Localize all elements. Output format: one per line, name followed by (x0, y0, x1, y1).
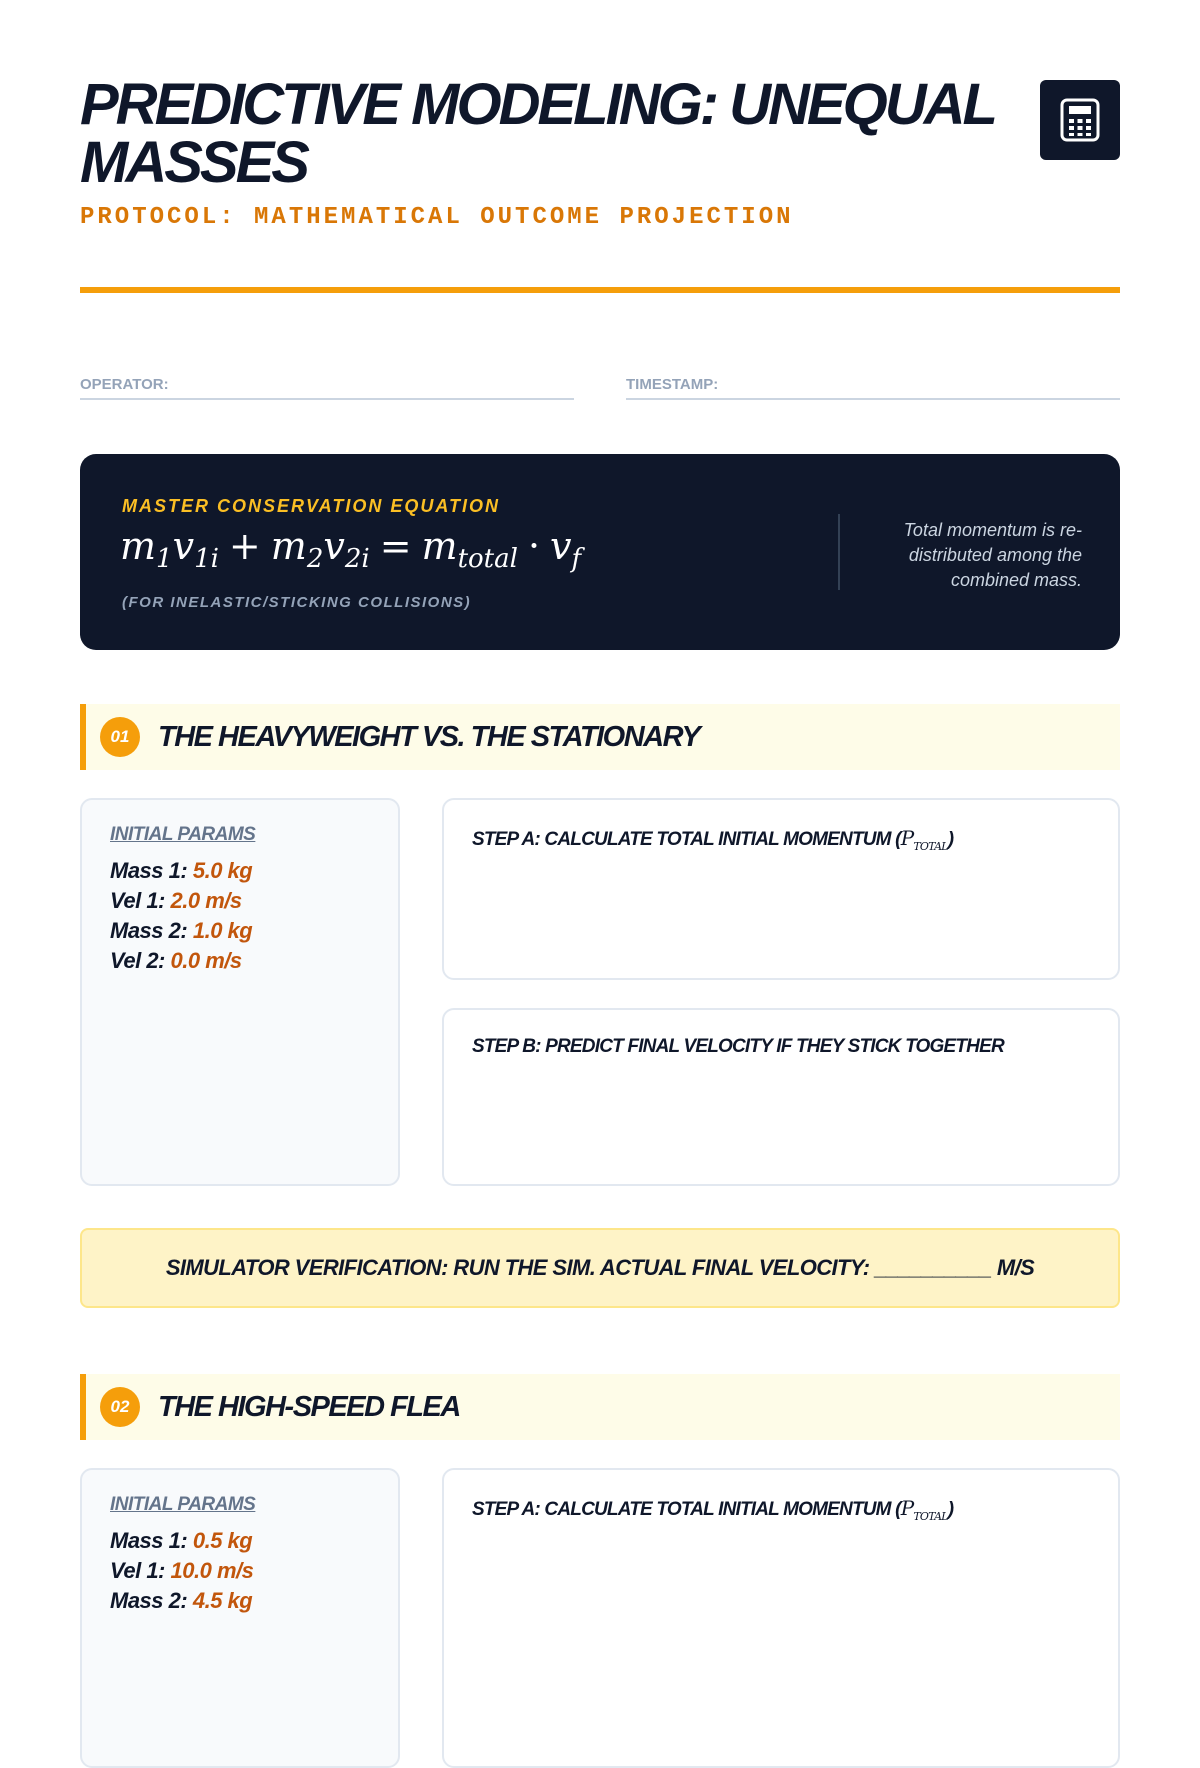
eq-dot: · (527, 524, 541, 568)
step-a-title (472, 1496, 1090, 1523)
eq-vf-sub: f (571, 544, 582, 574)
master-equation-label: MASTER CONSERVATION EQUATION (122, 496, 501, 516)
param-value: 4.5 kg (192, 1588, 253, 1613)
param-label: Mass 2: (110, 1588, 188, 1613)
step-b-title: STEP B: PREDICT FINAL VELOCITY IF THEY STICK TOGETHER (472, 1036, 1004, 1057)
section-number-badge: 02 (100, 1387, 140, 1427)
eq-m1-sub: 1 (156, 544, 173, 574)
worksheet-page (80, 0, 1120, 1613)
param-value: 0.0 m/s (170, 948, 242, 973)
momentum-symbol-sub: TOTAL (913, 1510, 948, 1523)
step-a-close: ) (947, 1499, 954, 1520)
step-b-answer-box-1[interactable] (442, 1008, 1120, 1186)
step-a-title (472, 826, 1090, 853)
step-a-close: ) (947, 829, 954, 850)
master-divider (838, 514, 840, 590)
param-row (110, 916, 370, 946)
initial-params-card-1 (80, 798, 400, 1186)
step-a-text: STEP A: CALCULATE TOTAL INITIAL MOMENTUM ( (472, 1499, 901, 1520)
eq-v2-sub: 2i (344, 544, 370, 574)
momentum-symbol (900, 1496, 948, 1523)
eq-m2-sub: 2 (306, 544, 324, 574)
param-label: Mass 2: (110, 918, 188, 943)
header-divider (80, 287, 1120, 293)
section-header-2 (80, 1374, 1120, 1440)
param-label: Vel 2: (110, 948, 165, 973)
eq-v1: v (172, 524, 195, 568)
eq-equals: = (379, 524, 412, 568)
param-value: 2.0 m/s (170, 888, 242, 913)
param-row (110, 886, 370, 916)
step-a-answer-box-1[interactable] (442, 798, 1120, 980)
param-label: Mass 1: (110, 858, 188, 883)
eq-plus: + (228, 524, 261, 568)
initial-params-card-2 (80, 1468, 400, 1768)
param-label: Vel 1: (110, 888, 165, 913)
section-title: THE HIGH-SPEED FLEA (158, 1390, 460, 1423)
calculator-icon (1040, 80, 1120, 160)
momentum-symbol-letter: P (900, 826, 914, 850)
master-equation-card (80, 454, 1120, 650)
momentum-symbol-sub: TOTAL (913, 840, 948, 853)
step-a-answer-box-2[interactable] (442, 1468, 1120, 1768)
param-label: Mass 1: (110, 1528, 188, 1553)
operator-field[interactable] (80, 376, 574, 400)
eq-m1: m (120, 524, 157, 568)
eq-v1-sub: 1i (194, 544, 219, 574)
step-a-text: STEP A: CALCULATE TOTAL INITIAL MOMENTUM ( (472, 829, 901, 850)
params-title: INITIAL PARAMS (110, 1494, 256, 1515)
param-row (110, 1556, 370, 1586)
master-equation (120, 524, 581, 574)
page-subtitle: PROTOCOL: MATHEMATICAL OUTCOME PROJECTION (80, 204, 794, 231)
timestamp-label: TIMESTAMP: (626, 376, 719, 393)
page-title: PREDICTIVE MODELING: UNEQUAL MASSES (80, 72, 994, 195)
momentum-symbol (900, 826, 948, 853)
param-row (110, 1586, 370, 1616)
master-side-note: Total momentum is re-distributed among the combined mass. (903, 520, 1082, 590)
simulator-verification-bar[interactable] (80, 1228, 1120, 1308)
param-label: Vel 1: (110, 1558, 165, 1583)
header (80, 72, 1120, 231)
param-value: 1.0 kg (192, 918, 253, 943)
master-equation-note: (FOR INELASTIC/STICKING COLLISIONS) (122, 594, 472, 611)
param-row (110, 856, 370, 886)
eq-m2: m (270, 524, 307, 568)
section-number-badge: 01 (100, 717, 140, 757)
timestamp-field[interactable] (626, 376, 1120, 400)
param-value: 0.5 kg (192, 1528, 253, 1553)
param-value: 10.0 m/s (170, 1558, 254, 1583)
operator-label: OPERATOR: (80, 376, 169, 393)
eq-v2: v (323, 524, 345, 568)
section-title: THE HEAVYWEIGHT VS. THE STATIONARY (158, 720, 700, 753)
params-title: INITIAL PARAMS (110, 824, 256, 845)
param-value: 5.0 kg (192, 858, 253, 883)
eq-mt: m (421, 524, 458, 568)
eq-mt-sub: total (457, 544, 518, 574)
eq-vf: v (550, 524, 572, 568)
param-row (110, 946, 370, 976)
section-header-1 (80, 704, 1120, 770)
momentum-symbol-letter: P (900, 1496, 914, 1520)
verification-text: SIMULATOR VERIFICATION: RUN THE SIM. ACTUAL FINAL VELOCITY: __________ M/S (165, 1255, 1035, 1280)
param-row (110, 1526, 370, 1556)
